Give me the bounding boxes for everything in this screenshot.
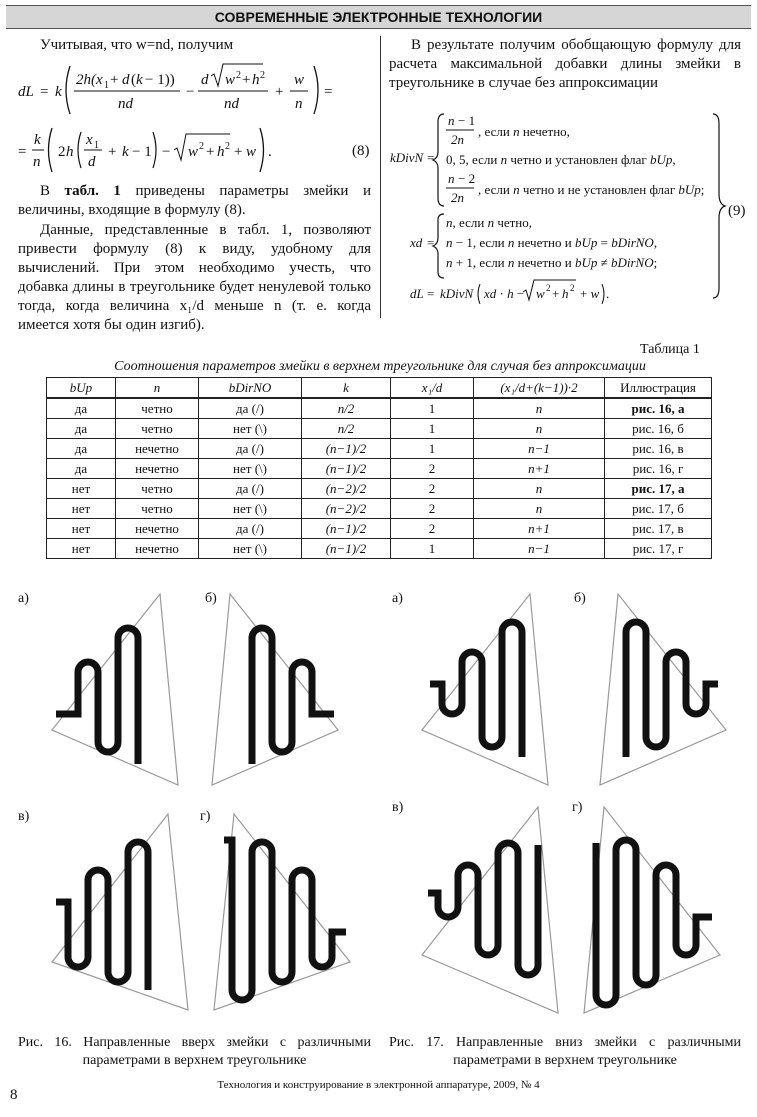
svg-text:+: +: [275, 84, 284, 100]
snake-fig16-g: [212, 812, 352, 1012]
svg-text:n + 1, если n нечетно и bUp ≠: n + 1, если n нечетно и bUp ≠ bDirNO;: [446, 255, 658, 270]
formula9-render: [388, 110, 750, 312]
column-divider: [380, 36, 381, 318]
svg-text:+: +: [108, 144, 117, 160]
svg-text:n: n: [295, 96, 303, 112]
svg-text:− 1: − 1: [458, 113, 476, 128]
cell-bup: нет: [47, 499, 116, 519]
cell-bup: нет: [47, 519, 116, 539]
cell-x1d: 2: [391, 479, 474, 499]
svg-text:w: w: [294, 72, 305, 88]
cell-bdirno: да (/): [199, 519, 302, 539]
cell-expression: n+1: [474, 459, 605, 479]
svg-text:k: k: [136, 72, 143, 88]
svg-text:2n: 2n: [451, 132, 464, 147]
cell-k: n/2: [302, 419, 391, 439]
svg-text:h: h: [562, 286, 569, 301]
svg-text:− 1)): − 1)): [145, 72, 175, 88]
cell-bup: нет: [47, 539, 116, 559]
cell-k: (n−1)/2: [302, 439, 391, 459]
svg-text:=: =: [324, 84, 333, 100]
paragraph-table-ref: В табл. 1 приведены параметры змейки и величины, входящие в формулу (8).: [18, 183, 371, 218]
svg-text:dL: dL: [18, 84, 34, 100]
cell-bdirno: да (/): [199, 439, 302, 459]
svg-text:k: k: [34, 132, 41, 148]
cell-n: четно: [116, 479, 199, 499]
cell-expression: n: [474, 479, 605, 499]
svg-text:, если n четно и не установлен: , если n четно и не установлен флаг bUp;: [478, 182, 705, 197]
cell-n: нечетно: [116, 539, 199, 559]
snake-fig17-a: [420, 592, 550, 787]
svg-text:1: 1: [104, 80, 109, 91]
svg-text:=: =: [427, 235, 435, 250]
svg-text:+: +: [552, 286, 560, 301]
svg-text:nd: nd: [118, 96, 133, 112]
svg-text:xd: xd: [410, 235, 423, 250]
svg-text:d: d: [122, 72, 130, 88]
svg-text:=: =: [427, 286, 435, 301]
cell-x1d: 1: [391, 398, 474, 419]
cell-expression: n: [474, 419, 605, 439]
page-number: 8: [10, 1087, 18, 1103]
table-label: Таблица 1: [640, 342, 700, 357]
header-n: n: [116, 378, 199, 399]
cell-expression: n: [474, 398, 605, 419]
cell-n: четно: [116, 419, 199, 439]
svg-text:w: w: [246, 144, 257, 160]
header-expression: (x₁/d+(k−1))·2: [474, 378, 605, 399]
cell-illustration: рис. 16, б: [605, 419, 712, 439]
cell-k: (n−1)/2: [302, 519, 391, 539]
section-header: СОВРЕМЕННЫЕ ЭЛЕКТРОННЫЕ ТЕХНОЛОГИИ: [6, 5, 751, 29]
svg-text:0, 5, если n четно и установле: 0, 5, если n четно и установлен флаг bUp,: [446, 152, 676, 167]
cell-bup: да: [47, 439, 116, 459]
svg-text:(: (: [131, 72, 136, 88]
cell-x1d: 2: [391, 499, 474, 519]
fig16-label-v: в): [18, 809, 30, 824]
svg-text:k: k: [122, 144, 129, 160]
cell-bdirno: да (/): [199, 479, 302, 499]
cell-k: (n−2)/2: [302, 479, 391, 499]
fig16-label-b: б): [205, 591, 217, 606]
journal-footer: Технология и конструирование в электронной аппаратуре, 2009, № 4: [217, 1079, 540, 1091]
cell-illustration: рис. 17, в: [605, 519, 712, 539]
table-row: [47, 459, 712, 479]
svg-text:h: h: [66, 144, 74, 160]
snake-fig17-v: [420, 805, 560, 1015]
svg-text:2: 2: [199, 141, 204, 152]
svg-text:kDivN: kDivN: [390, 150, 424, 165]
fig17-label-v: в): [392, 800, 404, 815]
cell-expression: n+1: [474, 519, 605, 539]
svg-text:n: n: [448, 113, 455, 128]
cell-n: нечетно: [116, 439, 199, 459]
cell-bdirno: да (/): [199, 398, 302, 419]
svg-text:1: 1: [94, 140, 99, 151]
svg-text:− 2: − 2: [458, 171, 476, 186]
header-bup: bUp: [47, 378, 116, 399]
fig17-label-g: г): [572, 800, 583, 815]
cell-bup: да: [47, 398, 116, 419]
cell-expression: n: [474, 499, 605, 519]
fig16-label-g: г): [200, 809, 211, 824]
svg-text:d: d: [88, 154, 96, 170]
table-row: [47, 519, 712, 539]
cell-n: четно: [116, 398, 199, 419]
formula8-line1-render: [18, 60, 358, 118]
table-row: [47, 419, 712, 439]
cell-bup: да: [47, 419, 116, 439]
svg-text:w: w: [536, 286, 545, 301]
cell-n: четно: [116, 499, 199, 519]
snake-fig16-a: [50, 592, 180, 787]
cell-bdirno: нет (\): [199, 419, 302, 439]
svg-text:kDivN: kDivN: [440, 286, 474, 301]
svg-text:−: −: [186, 84, 195, 100]
svg-text:w: w: [225, 72, 236, 88]
svg-text:h: h: [252, 72, 260, 88]
header-illustration: Иллюстрация: [605, 378, 712, 399]
formula8-intro: Учитывая, что w=nd, получим: [40, 37, 234, 53]
cell-expression: n−1: [474, 439, 605, 459]
table-row: [47, 439, 712, 459]
svg-text:n: n: [33, 154, 41, 170]
table-row: [47, 499, 712, 519]
fig16-label-a: а): [18, 591, 29, 606]
formula8-line2-render: [18, 124, 308, 176]
svg-text:2h(x: 2h(x: [76, 72, 103, 88]
parameters-table: [46, 377, 712, 559]
cell-bup: нет: [47, 479, 116, 499]
svg-text:n: n: [448, 171, 455, 186]
svg-text:+ w: + w: [580, 286, 600, 301]
svg-text:x: x: [86, 132, 93, 148]
svg-text:=: =: [427, 150, 435, 165]
equation-number-9: (9): [728, 203, 746, 219]
cell-bdirno: нет (\): [199, 459, 302, 479]
svg-text:+: +: [206, 144, 215, 160]
svg-text:2: 2: [236, 70, 241, 81]
cell-x1d: 1: [391, 419, 474, 439]
cell-x1d: 1: [391, 439, 474, 459]
table-caption: Соотношения параметров змейки в верхнем треугольнике для случая без аппроксимации: [114, 359, 646, 374]
svg-text:2: 2: [570, 283, 575, 293]
fig17-label-a: а): [392, 591, 403, 606]
svg-text:.: .: [268, 144, 272, 160]
snake-fig16-b: [210, 592, 340, 787]
cell-expression: n−1: [474, 539, 605, 559]
header-k: k: [302, 378, 391, 399]
snake-fig16-v: [50, 812, 190, 1012]
svg-text:dL: dL: [410, 286, 424, 301]
svg-text:, если n нечетно,: , если n нечетно,: [478, 124, 570, 139]
svg-text:.: .: [606, 286, 610, 301]
cell-x1d: 1: [391, 539, 474, 559]
cell-n: нечетно: [116, 459, 199, 479]
svg-text:k: k: [55, 84, 62, 100]
cell-bdirno: нет (\): [199, 539, 302, 559]
svg-text:2: 2: [225, 141, 230, 152]
cell-illustration: рис. 16, г: [605, 459, 712, 479]
table-row: [47, 398, 712, 419]
cell-k: (n−2)/2: [302, 499, 391, 519]
svg-text:xd · h −: xd · h −: [484, 286, 525, 301]
svg-text:n − 1, если n нечетно и bUp =: n − 1, если n нечетно и bUp = bDirNO,: [446, 235, 658, 250]
fig16-caption: Рис. 16. Направленные вверх змейки с различными параметрами в верхнем треугольнике: [18, 1035, 371, 1068]
svg-text:d: d: [201, 72, 209, 88]
cell-n: нечетно: [116, 519, 199, 539]
paragraph-data-explanation: Данные, представленные в табл. 1, позволяют привести формулу (8) к виду, удобному для вычислений. При этом необходимо учесть, что добавка длины в треугольнике будет ненулевой только тогда, когда величина x₁/d меньше n (т. е. когда имеется хотя бы один изгиб).: [18, 222, 371, 333]
svg-text:2: 2: [546, 283, 551, 293]
table-header-row: [47, 378, 712, 399]
svg-text:nd: nd: [224, 96, 239, 112]
svg-text:2: 2: [260, 70, 265, 81]
svg-text:+: +: [242, 72, 251, 88]
cell-illustration: рис. 17, а: [605, 479, 712, 499]
svg-text:−: −: [162, 144, 171, 160]
cell-x1d: 2: [391, 459, 474, 479]
svg-text:h: h: [217, 144, 225, 160]
cell-k: (n−1)/2: [302, 459, 391, 479]
svg-text:+: +: [110, 72, 119, 88]
header-bdirno: bDirNO: [199, 378, 302, 399]
svg-text:w: w: [188, 144, 199, 160]
svg-text:=: =: [40, 84, 49, 100]
cell-k: (n−1)/2: [302, 539, 391, 559]
svg-text:+: +: [234, 144, 243, 160]
table-row: [47, 539, 712, 559]
snake-fig17-g: [582, 805, 722, 1015]
svg-text:− 1: − 1: [132, 144, 152, 160]
cell-bup: да: [47, 459, 116, 479]
header-x1d: x₁/d: [391, 378, 474, 399]
svg-text:2n: 2n: [451, 190, 464, 205]
cell-illustration: рис. 17, б: [605, 499, 712, 519]
cell-illustration: рис. 16, в: [605, 439, 712, 459]
cell-illustration: рис. 17, г: [605, 539, 712, 559]
snake-fig17-b: [598, 592, 728, 787]
svg-text:=: =: [18, 144, 27, 160]
cell-k: n/2: [302, 398, 391, 419]
equation-number-8: (8): [352, 143, 370, 159]
formula9-intro: В результате получим обобщающую формулу для расчета максимальной добавки длины змейки в треугольнике в случае без аппроксимации: [389, 37, 741, 91]
cell-illustration: рис. 16, а: [605, 398, 712, 419]
cell-x1d: 2: [391, 519, 474, 539]
cell-bdirno: нет (\): [199, 499, 302, 519]
fig17-label-b: б): [574, 591, 586, 606]
fig17-caption: Рис. 17. Направленные вниз змейки с различными параметрами в верхнем треугольнике: [389, 1035, 741, 1068]
svg-text:n, если n четно,: n, если n четно,: [446, 215, 533, 230]
svg-text:2: 2: [58, 144, 66, 160]
table-row: [47, 479, 712, 499]
